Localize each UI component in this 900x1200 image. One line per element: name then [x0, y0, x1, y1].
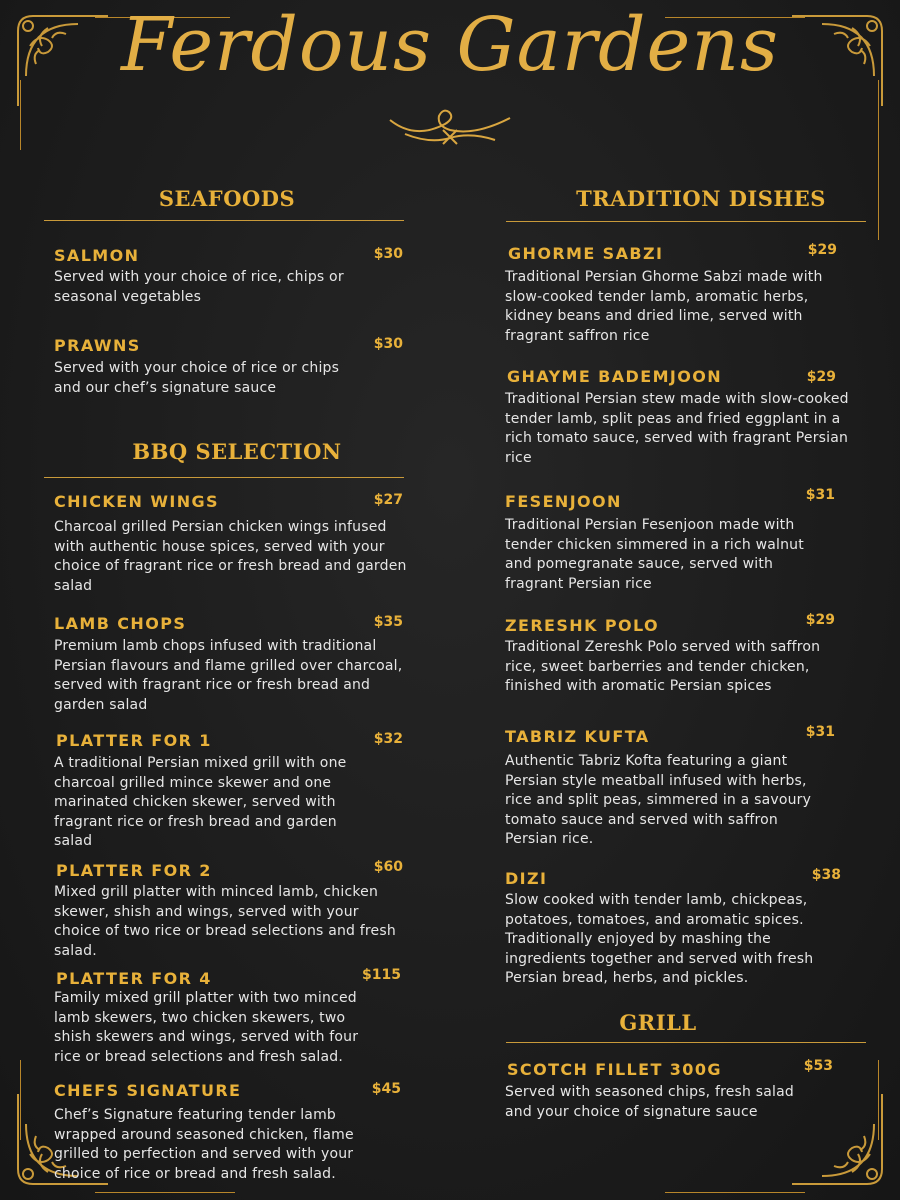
- item-description: Served with your choice of rice or chips and our chef’s signature sauce: [54, 360, 340, 396]
- restaurant-title: Ferdous Gardens: [121, 2, 779, 88]
- item-price: $53: [803, 1058, 833, 1074]
- item-description: Traditional Zereshk Polo served with saffron rice, sweet barberries and tender chicken, finished with aromatic Persian spices: [505, 639, 821, 695]
- section-title-grill: GRILL: [619, 1010, 697, 1035]
- section-divider: [506, 221, 866, 222]
- title-flourish-icon: [385, 100, 515, 148]
- item-name: CHEFS SIGNATURE: [54, 1081, 242, 1100]
- item-name: GHAYME BADEMJOON: [507, 367, 723, 386]
- item-description: A traditional Persian mixed grill with one charcoal grilled mince skewer and one marinated chicken skewer, served with fragrant rice or fresh bread and garden salad: [54, 755, 347, 850]
- item-name: FESENJOON: [505, 492, 622, 511]
- item-description: Served with seasoned chips, fresh salad and your choice of signature sauce: [505, 1084, 794, 1120]
- item-description: Slow cooked with tender lamb, chickpeas, potatoes, tomatoes, and aromatic spices. Traditionally enjoyed by mashing the ingredients together and served with fresh Persian bread, herbs, and pickles.: [505, 892, 814, 987]
- item-description: Traditional Persian Ghorme Sabzi made with slow-cooked tender lamb, aromatic herbs, kidney beans and dried lime, served with fragrant saffron rice: [505, 269, 823, 344]
- item-price: $31: [805, 724, 835, 740]
- item-price: $60: [373, 859, 403, 875]
- item-price: $115: [362, 967, 401, 983]
- item-price: $29: [806, 369, 836, 385]
- item-name: SALMON: [54, 246, 140, 265]
- item-description: Family mixed grill platter with two minced lamb skewers, two chicken skewers, two shish skewers and wings, served with four rice or bread selections and fresh salad.: [54, 990, 359, 1065]
- item-description: Traditional Persian stew made with slow-cooked tender lamb, split peas and fried eggplant in a rich tomato sauce, served with fragrant Persian rice: [505, 391, 849, 466]
- section-title-seafoods: SEAFOODS: [158, 186, 296, 211]
- item-price: $31: [805, 487, 835, 503]
- item-name: PRAWNS: [54, 336, 141, 355]
- section-divider: [44, 220, 404, 221]
- section-divider: [506, 1042, 866, 1043]
- section-title-bbq: BBQ SELECTION: [132, 439, 342, 464]
- item-price: $30: [373, 246, 403, 262]
- item-description: Mixed grill platter with minced lamb, chicken skewer, shish and wings, served with your choice of two rice or bread selections and fresh salad.: [54, 884, 396, 959]
- item-price: $35: [373, 614, 403, 630]
- item-price: $45: [371, 1081, 401, 1097]
- section-divider: [44, 477, 404, 478]
- item-description: Authentic Tabriz Kofta featuring a giant Persian style meatball infused with herbs, rice and split peas, simmered in a savoury tomato sauce and served with saffron Persian rice.: [505, 753, 812, 848]
- item-name: DIZI: [505, 869, 548, 888]
- item-description: Charcoal grilled Persian chicken wings infused with authentic house spices, served with your choice of fragrant rice or fresh bread and garden salad: [54, 519, 407, 594]
- item-price: $27: [373, 492, 403, 508]
- section-title-tradition: TRADITION DISHES: [576, 186, 826, 211]
- item-name: CHICKEN WINGS: [54, 492, 219, 511]
- item-description: Chef’s Signature featuring tender lamb wrapped around seasoned chicken, flame grilled to perfection and served with your choice of rice or bread and fresh salad.: [54, 1107, 354, 1182]
- item-description: Served with your choice of rice, chips or seasonal vegetables: [54, 269, 344, 305]
- item-name: ZERESHK POLO: [505, 616, 660, 635]
- item-name: GHORME SABZI: [508, 244, 664, 263]
- item-name: PLATTER FOR 4: [56, 969, 212, 988]
- item-name: TABRIZ KUFTA: [505, 727, 650, 746]
- item-price: $29: [807, 242, 837, 258]
- item-name: PLATTER FOR 1: [56, 731, 212, 750]
- item-price: $30: [373, 336, 403, 352]
- item-description: Premium lamb chops infused with traditional Persian flavours and flame grilled over charcoal, served with fragrant rice or fresh bread and garden salad: [54, 638, 403, 713]
- item-price: $32: [373, 731, 403, 747]
- item-name: LAMB CHOPS: [54, 614, 187, 633]
- item-name: SCOTCH FILLET 300G: [507, 1060, 722, 1079]
- item-name: PLATTER FOR 2: [56, 861, 212, 880]
- item-price: $38: [811, 867, 841, 883]
- item-description: Traditional Persian Fesenjoon made with tender chicken simmered in a rich walnut and pomegranate sauce, served with fragrant Persian rice: [505, 517, 804, 592]
- item-price: $29: [805, 612, 835, 628]
